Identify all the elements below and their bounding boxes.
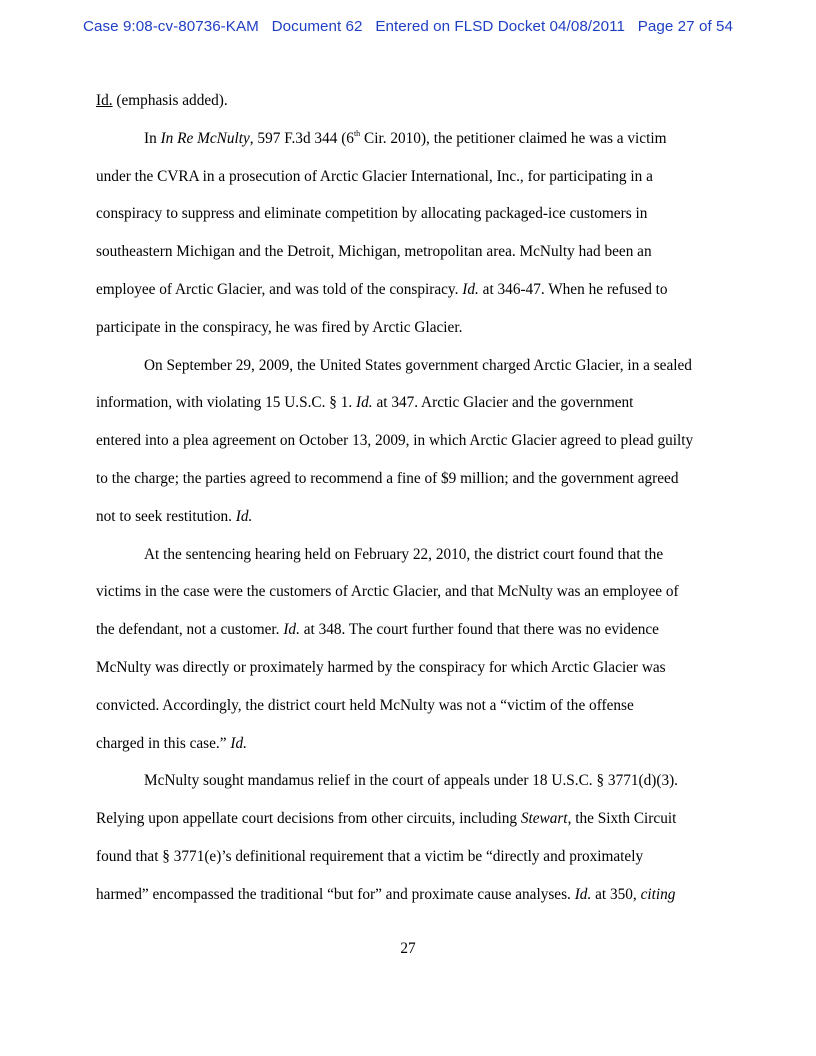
body-line: found that § 3771(e)’s definitional requirement that a victim be “directly and proximately <box>96 847 644 865</box>
body-line: McNulty sought mandamus relief in the court of appeals under 18 U.S.C. § 3771(d)(3). <box>144 772 679 790</box>
body-line: Id. (emphasis added). <box>96 92 228 109</box>
citing-signal: citing <box>640 885 676 903</box>
citation-id: Id. <box>230 734 247 752</box>
body-line: At the sentencing hearing held on February 22, 2010, the district court found that the <box>144 545 664 563</box>
body-line: under the CVRA in a prosecution of Arctic Glacier International, Inc., for participating in a <box>96 167 653 185</box>
citation-id: Id. <box>96 92 113 109</box>
docket-header-stamp: Case 9:08-cv-80736-KAM Document 62 Entered on FLSD Docket 04/08/2011 Page 27 of 54 <box>83 18 733 35</box>
body-line: to the charge; the parties agreed to recommend a fine of $9 million; and the government agreed <box>96 469 679 487</box>
body-line: Relying upon appellate court decisions from other circuits, including Stewart, the Sixth Circuit <box>96 810 677 828</box>
body-line: conspiracy to suppress and eliminate competition by allocating packaged-ice customers in <box>96 205 648 223</box>
page-number: 27 <box>400 940 416 957</box>
body-line: On September 29, 2009, the United States government charged Arctic Glacier, in a sealed <box>144 356 692 374</box>
body-line: charged in this case.” Id. <box>96 734 247 752</box>
body-line: In In Re McNulty, 597 F.3d 344 (6th Cir. 2010), the petitioner claimed he was a victim <box>144 128 667 147</box>
body-line: convicted. Accordingly, the district court held McNulty was not a “victim of the offense <box>96 696 634 714</box>
body-line: harmed” encompassed the traditional “but for” and proximate cause analyses. Id. at 350, citing <box>96 885 676 903</box>
body-line: McNulty was directly or proximately harmed by the conspiracy for which Arctic Glacier was <box>96 658 666 676</box>
document-body <box>96 88 736 920</box>
body-line: employee of Arctic Glacier, and was told of the conspiracy. Id. at 346-47. When he refused to <box>96 280 668 298</box>
citation-id: Id. <box>462 280 479 298</box>
body-line: entered into a plea agreement on October 13, 2009, in which Arctic Glacier agreed to plead guilty <box>96 432 694 450</box>
case-name: In Re McNulty <box>160 129 250 147</box>
citation-id: Id. <box>235 507 253 525</box>
case-name: Stewart <box>520 810 568 828</box>
body-line: southeastern Michigan and the Detroit, Michigan, metropolitan area. McNulty had been an <box>96 243 652 261</box>
body-line: victims in the case were the customers of Arctic Glacier, and that McNulty was an employee of <box>96 583 679 601</box>
body-line: the defendant, not a customer. Id. at 348. The court further found that there was no evidence <box>96 621 659 639</box>
body-line: not to seek restitution. Id. <box>96 507 253 525</box>
citation-id: Id. <box>574 885 592 903</box>
body-line: information, with violating 15 U.S.C. § 1. Id. at 347. Arctic Glacier and the government <box>96 394 634 412</box>
citation-id: Id. <box>356 394 373 412</box>
body-line: participate in the conspiracy, he was fired by Arctic Glacier. <box>96 318 463 336</box>
citation-id: Id. <box>283 621 300 639</box>
